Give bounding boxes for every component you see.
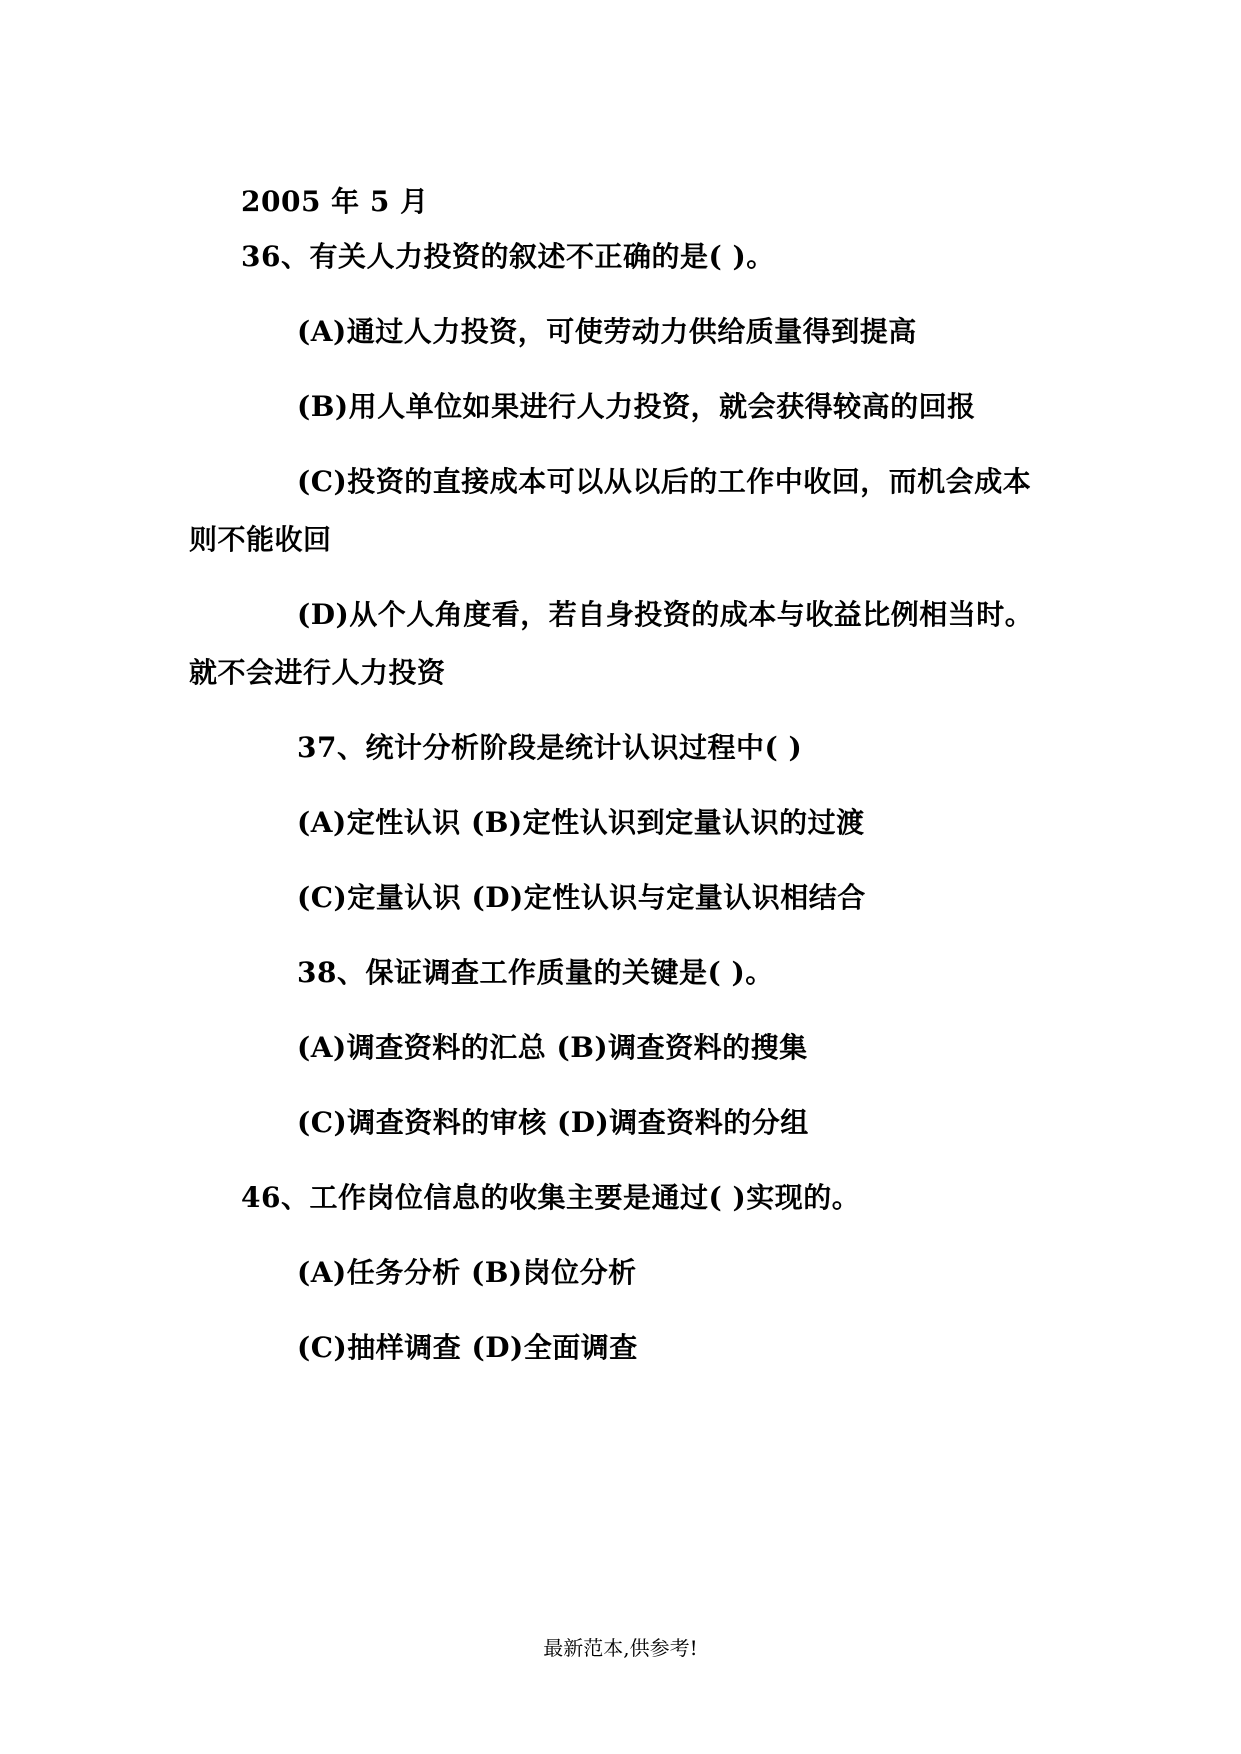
question-38-options-cd: (C)调查资料的审核 (D)调查资料的分组: [297, 1106, 809, 1139]
question-36-option-c-cont: 则不能收回: [189, 523, 332, 556]
question-37-options-ab: (A)定性认识 (B)定性认识到定量认识的过渡: [297, 806, 865, 839]
question-38-stem: 38、保证调查工作质量的关键是( )。: [297, 956, 774, 989]
question-36-option-c: (C)投资的直接成本可以从以后的工作中收回，而机会成本: [297, 465, 1032, 498]
question-46-options-ab: (A)任务分析 (B)岗位分析: [297, 1256, 637, 1289]
question-38-options-ab: (A)调查资料的汇总 (B)调查资料的搜集: [297, 1031, 808, 1064]
question-37-options-cd: (C)定量认识 (D)定性认识与定量认识相结合: [297, 881, 866, 914]
question-46-options-cd: (C)抽样调查 (D)全面调查: [297, 1331, 638, 1364]
question-36-stem: 36、有关人力投资的叙述不正确的是( )。: [241, 240, 775, 273]
question-37-stem: 37、统计分析阶段是统计认识过程中( ): [297, 731, 803, 764]
question-46-stem: 46、工作岗位信息的收集主要是通过( )实现的。: [241, 1181, 861, 1214]
question-36-option-d-cont: 就不会进行人力投资: [189, 656, 446, 689]
page-footer: 最新范本,供参考!: [543, 1636, 698, 1660]
question-36-option-a: (A)通过人力投资，可使劳动力供给质量得到提高: [297, 315, 917, 348]
date-heading: 2005 年 5 月: [241, 185, 429, 218]
question-36-option-d: (D)从个人角度看，若自身投资的成本与收益比例相当时。: [297, 598, 1034, 631]
question-36-option-b: (B)用人单位如果进行人力投资，就会获得较高的回报: [297, 390, 976, 423]
